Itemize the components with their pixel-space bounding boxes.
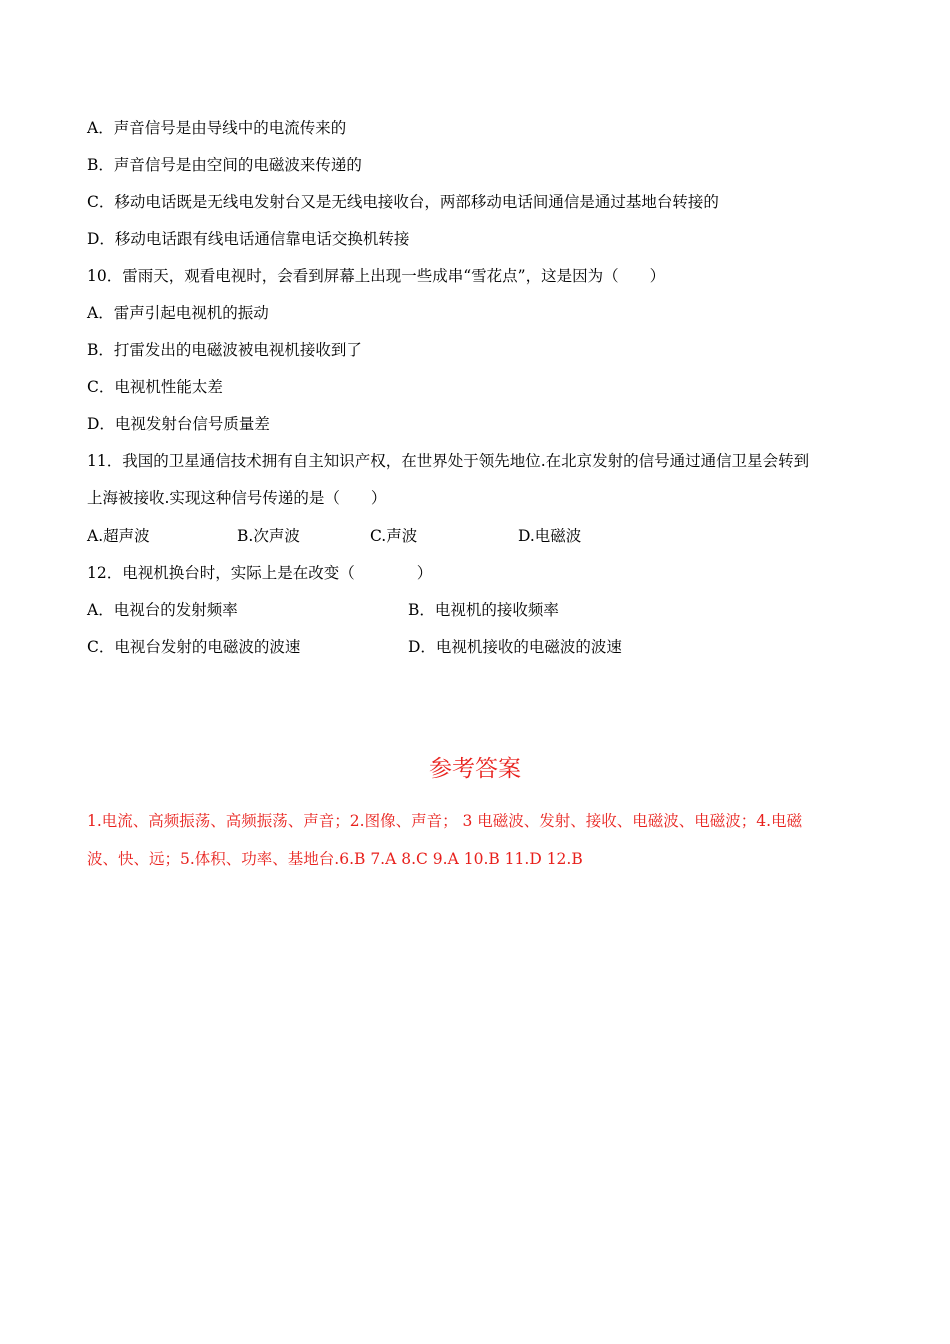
answer-key-title: 参考答案: [429, 756, 521, 782]
q11-stem-line2: 上海被接收.实现这种信号传递的是（ ）: [87, 489, 387, 507]
q10-stem: 10．雷雨天，观看电视时，会看到屏幕上出现一些成串“雪花点”，这是因为（ ）: [87, 267, 666, 285]
q12-option-d: D．电视机接收的电磁波的波速: [408, 638, 622, 656]
answer-key-line2: 波、快、远；5.体积、功率、基地台.6.B 7.A 8.C 9.A 10.B 11.D 12.B: [87, 850, 583, 868]
q12-option-a: A．电视台的发射频率: [87, 601, 238, 619]
q9-option-c: C．移动电话既是无线电发射台又是无线电接收台，两部移动电话间通信是通过基地台转接的: [87, 193, 719, 211]
q11-stem-line1: 11．我国的卫星通信技术拥有自主知识产权，在世界处于领先地位.在北京发射的信号通过通信卫星会转到: [87, 452, 810, 470]
q9-option-d: D．移动电话跟有线电话通信靠电话交换机转接: [87, 230, 410, 248]
q9-option-a: A．声音信号是由导线中的电流传来的: [87, 119, 347, 137]
q10-option-b: B．打雷发出的电磁波被电视机接收到了: [87, 341, 362, 359]
q12-options-row-1: [87, 600, 787, 620]
q12-stem: 12．电视机换台时，实际上是在改变（ ）: [87, 564, 433, 582]
q12-option-b: B．电视机的接收频率: [408, 601, 559, 619]
q11-option-b: B.次声波: [237, 527, 300, 545]
q12-options-row-2: [87, 637, 787, 657]
answer-key-line1: 1.电流、高频振荡、高频振荡、声音；2.图像、声音； 3 电磁波、发射、接收、电磁波、电磁波；4.电磁: [87, 812, 803, 830]
q11-option-d: D.电磁波: [518, 527, 582, 545]
q11-option-c: C.声波: [370, 527, 418, 545]
q9-option-b: B．声音信号是由空间的电磁波来传递的: [87, 156, 362, 174]
q11-option-a: A.超声波: [87, 527, 150, 545]
q10-option-a: A．雷声引起电视机的振动: [87, 304, 269, 322]
q10-option-c: C．电视机性能太差: [87, 378, 223, 396]
q11-options-row: [87, 526, 687, 546]
q10-option-d: D．电视发射台信号质量差: [87, 415, 270, 433]
q12-option-c: C．电视台发射的电磁波的波速: [87, 638, 301, 656]
